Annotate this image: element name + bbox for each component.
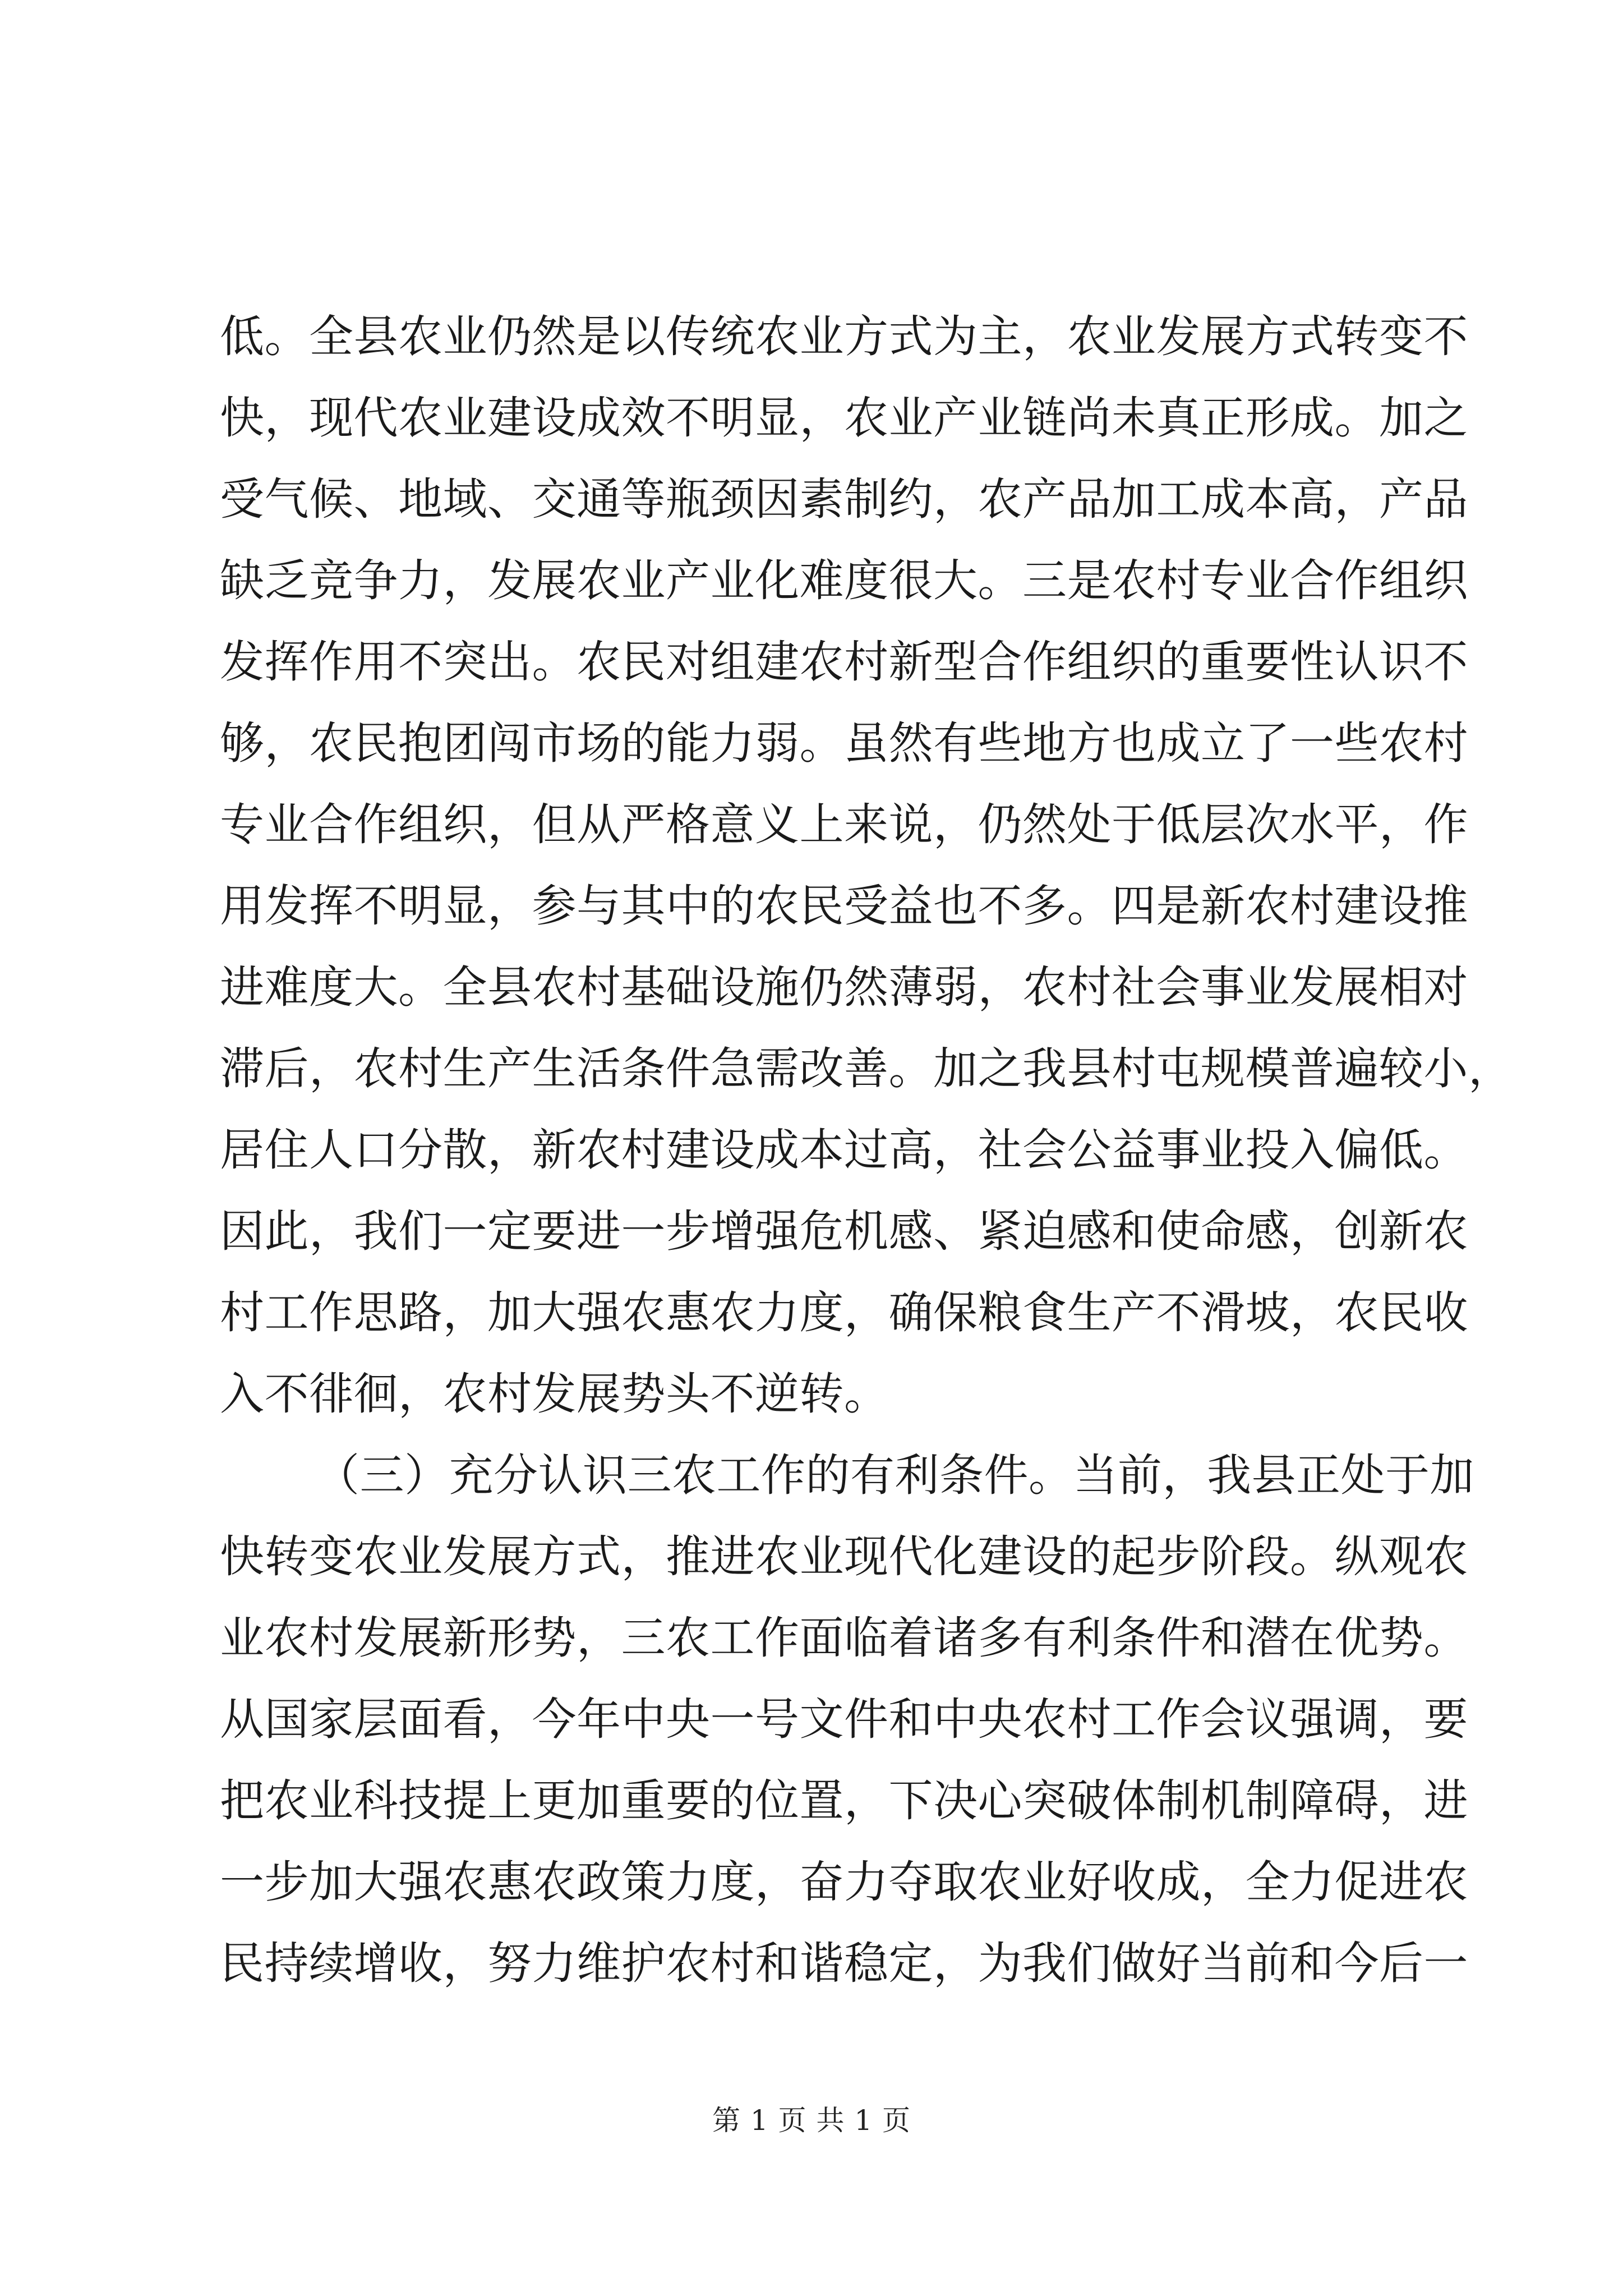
text-line: 村工作思路，加大强农惠农力度，确保粮食生产不滑坡，农民收	[220, 1287, 1468, 1338]
page-number-footer: 第 1 页 共 1 页	[712, 2104, 911, 2137]
text-line: 缺乏竞争力，发展农业产业化难度很大。三是农村专业合作组织	[220, 555, 1468, 606]
text-line: 因此，我们一定要进一步增强危机感、紧迫感和使命感，创新农	[220, 1205, 1468, 1257]
text-line: 快，现代农业建设成效不明显，农业产业链尚未真正形成。加之	[220, 392, 1468, 444]
text-line: 把农业科技提上更加重要的位置，下决心突破体制机制障碍，进	[220, 1775, 1468, 1826]
text-line: 低。全县农业仍然是以传统农业方式为主，农业发展方式转变不	[220, 311, 1468, 362]
text-line: 民持续增收，努力维护农村和谐稳定，为我们做好当前和今后一	[220, 1938, 1468, 1989]
text-line: 专业合作组织，但从严格意义上来说，仍然处于低层次水平，作	[220, 799, 1468, 850]
text-line: 一步加大强农惠农政策力度，奋力夺取农业好收成，全力促进农	[220, 1856, 1468, 1908]
text-line: 进难度大。全县农村基础设施仍然薄弱，农村社会事业发展相对	[220, 961, 1468, 1013]
text-line: 业农村发展新形势，三农工作面临着诸多有利条件和潜在优势。	[220, 1612, 1468, 1664]
text-line: 够，农民抱团闯市场的能力弱。虽然有些地方也成立了一些农村	[220, 717, 1468, 769]
paragraph-last-line: 入不徘徊，农村发展势头不逆转。	[220, 1368, 889, 1420]
text-line: 受气候、地域、交通等瓶颈因素制约，农产品加工成本高，产品	[220, 473, 1468, 525]
text-line: 快转变农业发展方式，推进农业现代化建设的起步阶段。纵观农	[220, 1531, 1468, 1582]
text-line: 从国家层面看，今年中央一号文件和中央农村工作会议强调，要	[220, 1694, 1468, 1745]
section-heading-line: （三）充分认识三农工作的有利条件。当前，我县正处于加	[315, 1450, 1474, 1501]
text-line: 发挥作用不突出。农民对组建农村新型合作组织的重要性认识不	[220, 636, 1468, 688]
text-line: 用发挥不明显，参与其中的农民受益也不多。四是新农村建设推	[220, 880, 1468, 932]
text-line: 居住人口分散，新农村建设成本过高，社会公益事业投入偏低。	[220, 1124, 1468, 1176]
body-text	[220, 296, 1513, 2004]
text-line: 滞后，农村生产生活条件急需改善。加之我县村屯规模普遍较小，	[220, 1043, 1513, 1094]
